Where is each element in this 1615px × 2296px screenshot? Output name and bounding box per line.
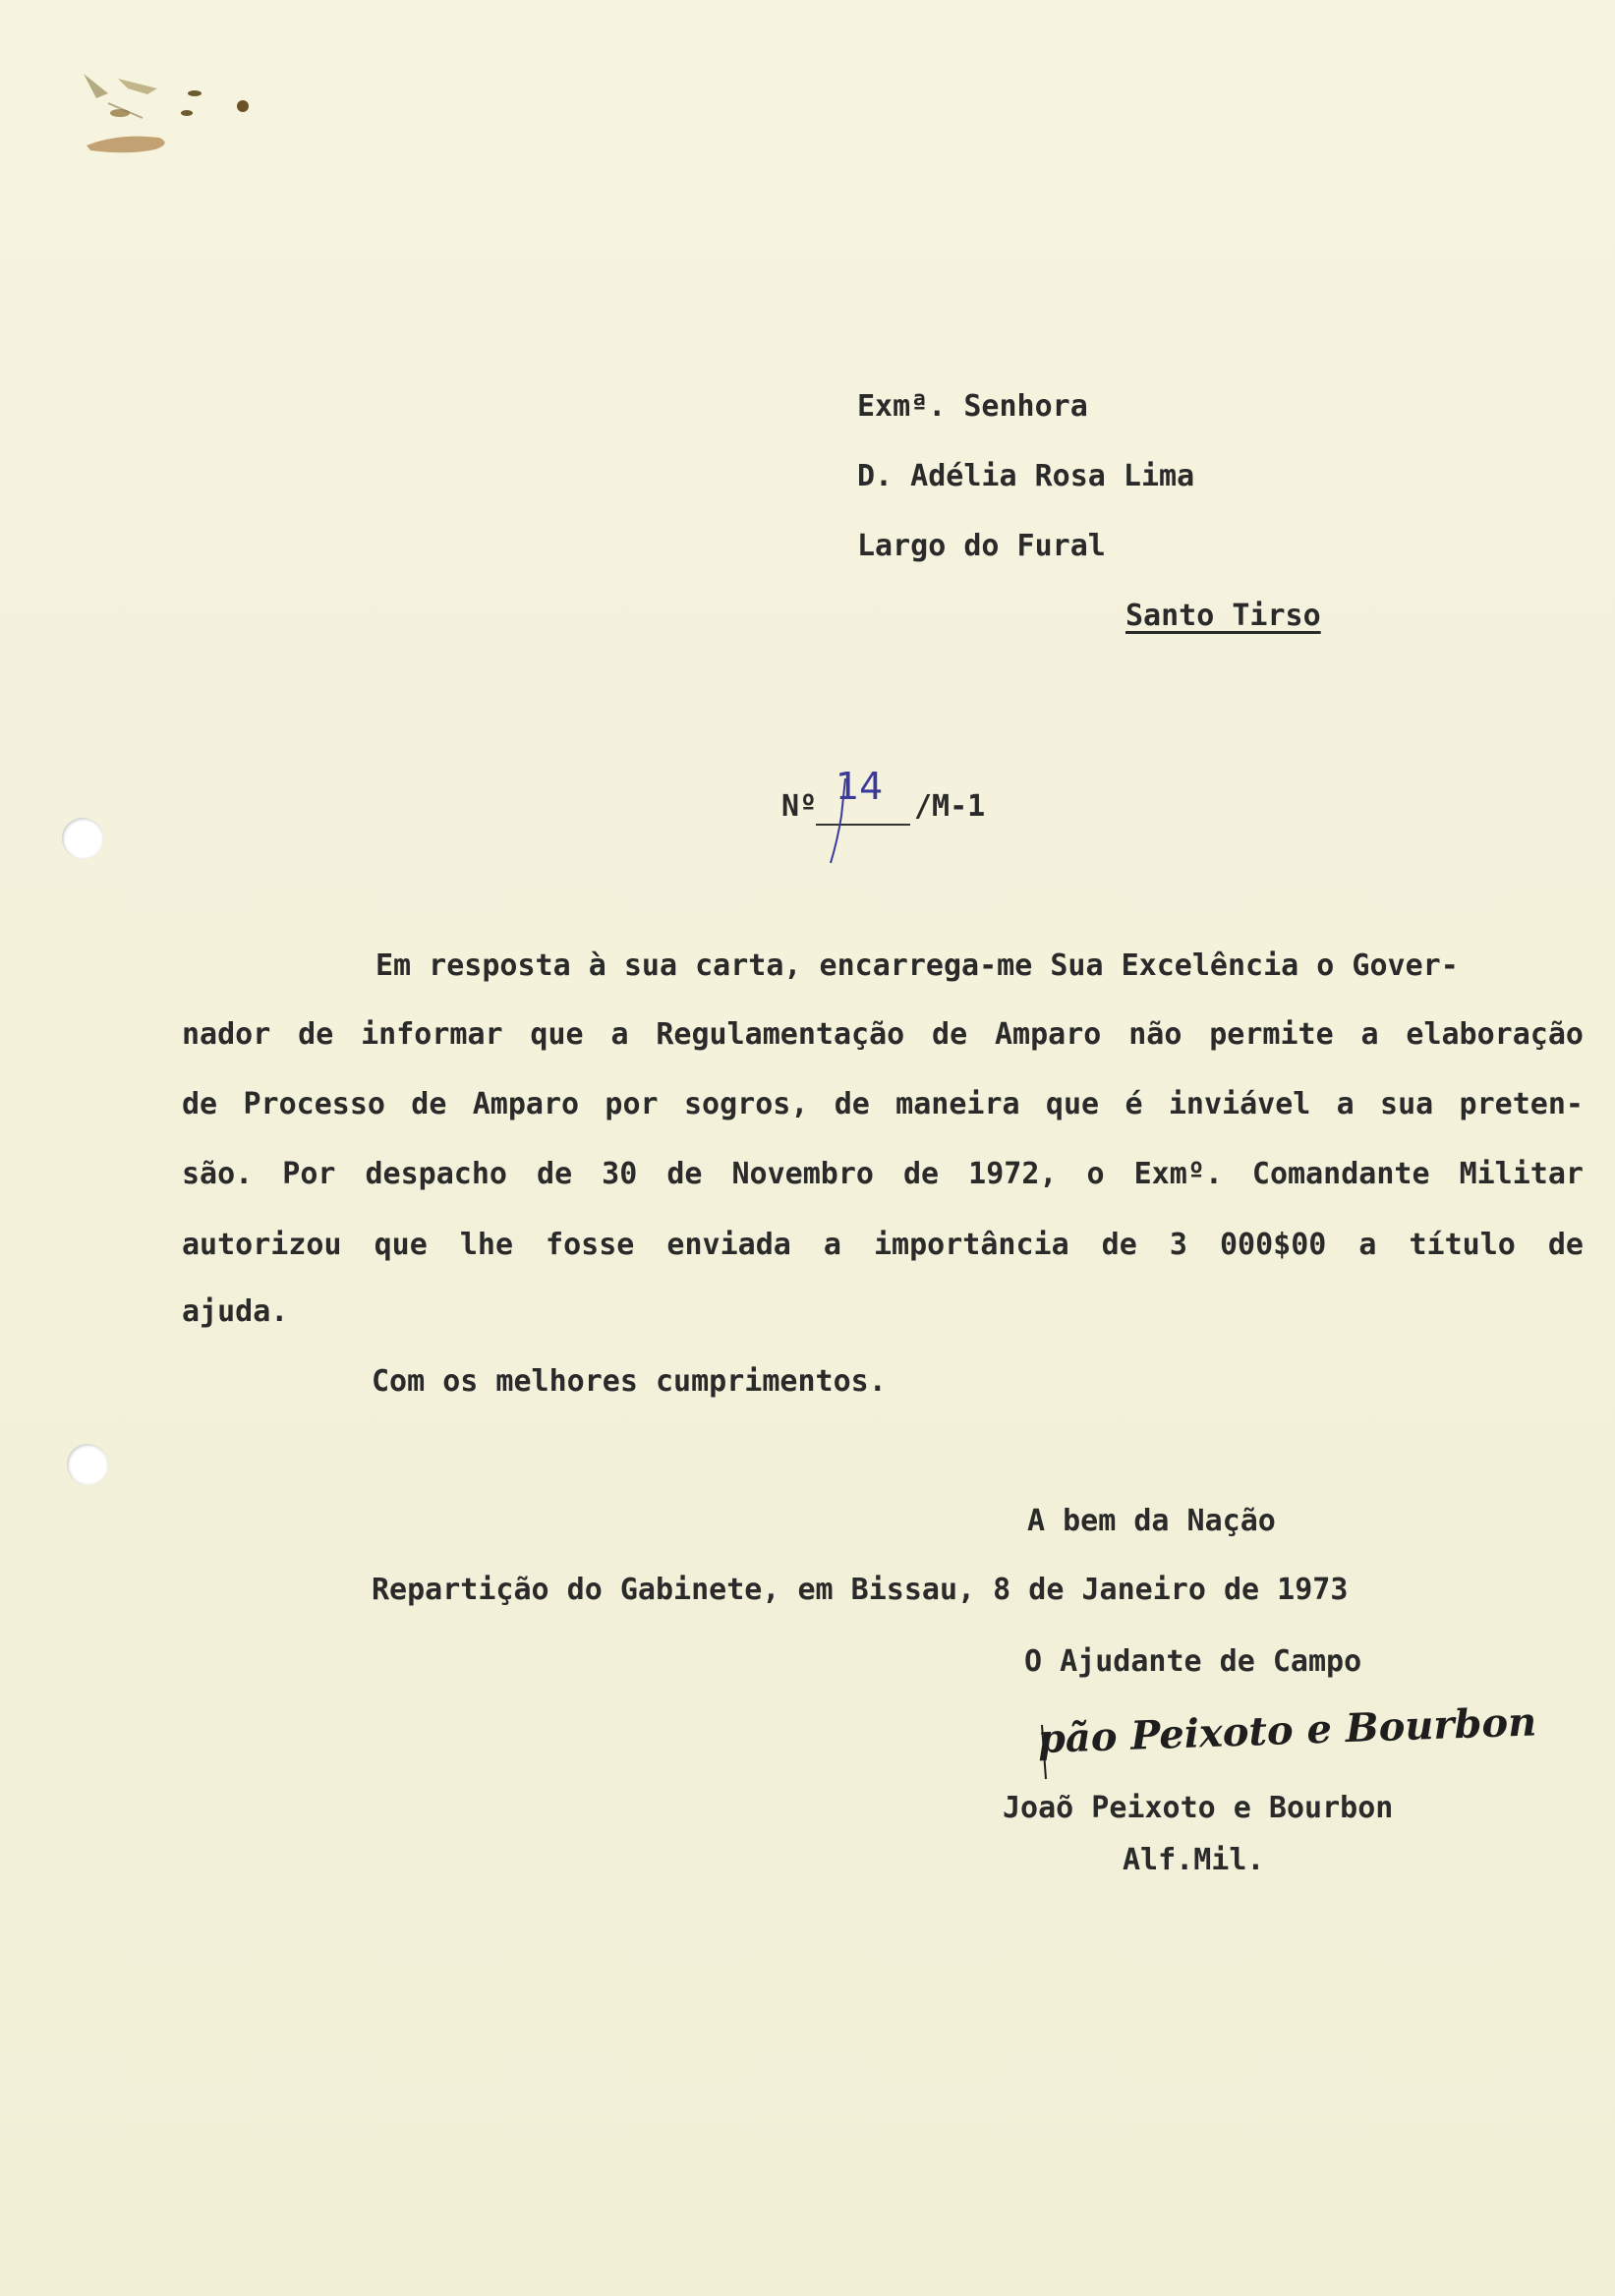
body-line-1: Em resposta à sua carta, encarrega-me Sua Excelência o Gover- <box>375 948 1459 983</box>
punch-hole-top <box>62 818 103 859</box>
sign-off-role: O Ajudante de Campo <box>1024 1644 1362 1679</box>
addressee-salutation: Exmª. Senhora <box>857 389 1088 424</box>
reference-prefix: Nº <box>781 789 818 824</box>
svg-text:pão Peixoto e Bourbon: pão Peixoto e Bourbon <box>1037 1698 1537 1763</box>
body-line-3: de Processo de Amparo por sogros, de maneira que é inviável a sua preten- <box>182 1087 1584 1121</box>
sign-off-place-date: Repartição do Gabinete, em Bissau, 8 de Janeiro de 1973 <box>372 1573 1349 1607</box>
addressee-name: D. Adélia Rosa Lima <box>857 459 1195 493</box>
body-line-6: ajuda. <box>182 1294 289 1329</box>
body-line-5: autorizou que lhe fosse enviada a importância de 3 000$00 a título de <box>182 1228 1584 1262</box>
reference-number: 14 <box>836 765 884 808</box>
paper-stain-mark <box>49 59 265 167</box>
body-closing: Com os melhores cumprimentos. <box>372 1364 887 1399</box>
body-line-4: são. Por despacho de 30 de Novembro de 1972, o Exmº. Comandante Militar <box>182 1157 1584 1191</box>
sign-off-name: Joaõ Peixoto e Bourbon <box>1003 1791 1394 1825</box>
addressee-street: Largo do Fural <box>857 529 1106 563</box>
body-line-2: nador de informar que a Regulamentação de Amparo não permite a elaboração <box>182 1017 1584 1052</box>
sign-off-rank: Alf.Mil. <box>1123 1843 1265 1877</box>
reference-suffix: /M-1 <box>914 789 986 824</box>
handwritten-signature <box>1032 1695 1537 1784</box>
addressee-city: Santo Tirso <box>1125 599 1321 633</box>
sign-off-motto: A bem da Nação <box>1027 1504 1276 1538</box>
punch-hole-bottom <box>67 1444 108 1485</box>
